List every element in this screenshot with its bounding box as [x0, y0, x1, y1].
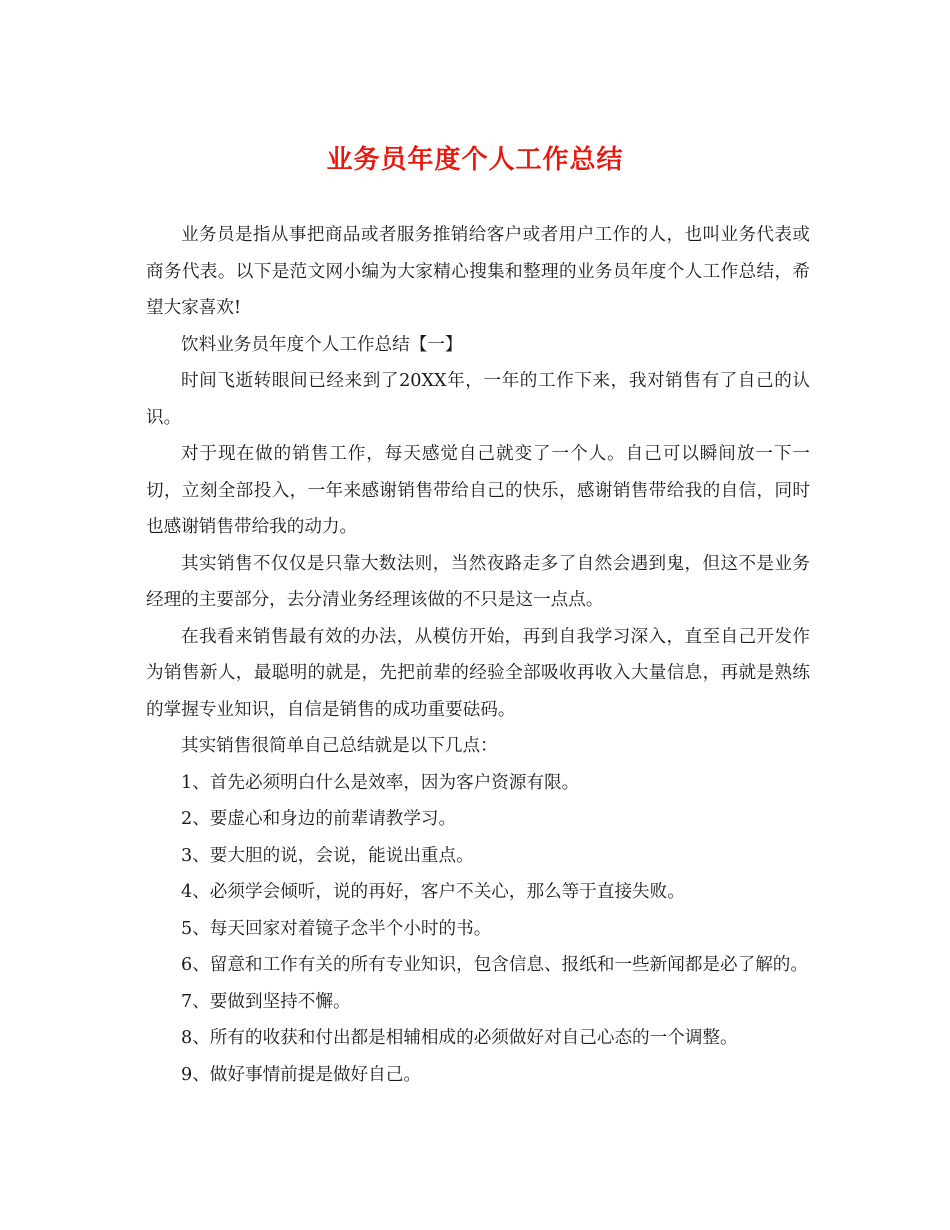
document-body	[146, 217, 810, 1093]
paragraph: 其实销售不仅仅是只靠大数法则，当然夜路走多了自然会遇到鬼，但这不是业务经理的主要部分，去分清业务经理该做的不只是这一点点。	[146, 553, 810, 610]
list-item: 9、做好事情前提是做好自己。	[181, 1064, 421, 1085]
paragraph: 其实销售很简单自己总结就是以下几点：	[181, 736, 498, 756]
paragraph: 在我看来销售最有效的办法，从模仿开始，再到自我学习深入，直至自己开发作为销售新人，最聪明的就是，先把前辈的经验全部吸收再收入大量信息，再就是熟练的掌握专业知识，自信是销售的成功重要砝码。	[146, 626, 810, 720]
list-item: 7、要做到坚持不懈。	[181, 991, 351, 1012]
paragraph: 对于现在做的销售工作，每天感觉自己就变了一个人。自己可以瞬间放一下一切，立刻全部投入，一年来感谢销售带给自己的快乐，感谢销售带给我的自信，同时也感谢销售带给我的动力。	[146, 444, 810, 537]
list-item: 3、要大胆的说，会说，能说出重点。	[181, 845, 474, 866]
list-item: 1、首先必须明白什么是效率，因为客户资源有限。	[181, 772, 580, 793]
list-item: 6、留意和工作有关的所有专业知识，包含信息、报纸和一些新闻都是必了解的。	[181, 955, 808, 975]
section-heading: 饮料业务员年度个人工作总结【一】	[181, 334, 463, 355]
document-title: 业务员年度个人工作总结	[326, 145, 624, 175]
list-item: 4、必须学会倾听，说的再好，客户不关心，那么等于直接失败。	[181, 882, 685, 902]
paragraph-intro: 业务员是指从事把商品或者服务推销给客户或者用户工作的人，也叫业务代表或商务代表。以下是范文网小编为大家精心搜集和整理的业务员年度个人工作总结，希望大家喜欢!	[146, 225, 810, 318]
list-item: 8、所有的收获和付出都是相辅相成的必须做好对自己心态的一个调整。	[181, 1028, 738, 1048]
list-item: 5、每天回家对着镜子念半个小时的书。	[181, 918, 492, 939]
list-item: 2、要虚心和身边的前辈请教学习。	[181, 809, 457, 829]
paragraph: 时间飞逝转眼间已经来到了20XX年，一年的工作下来，我对销售有了自己的认识。	[146, 371, 810, 428]
